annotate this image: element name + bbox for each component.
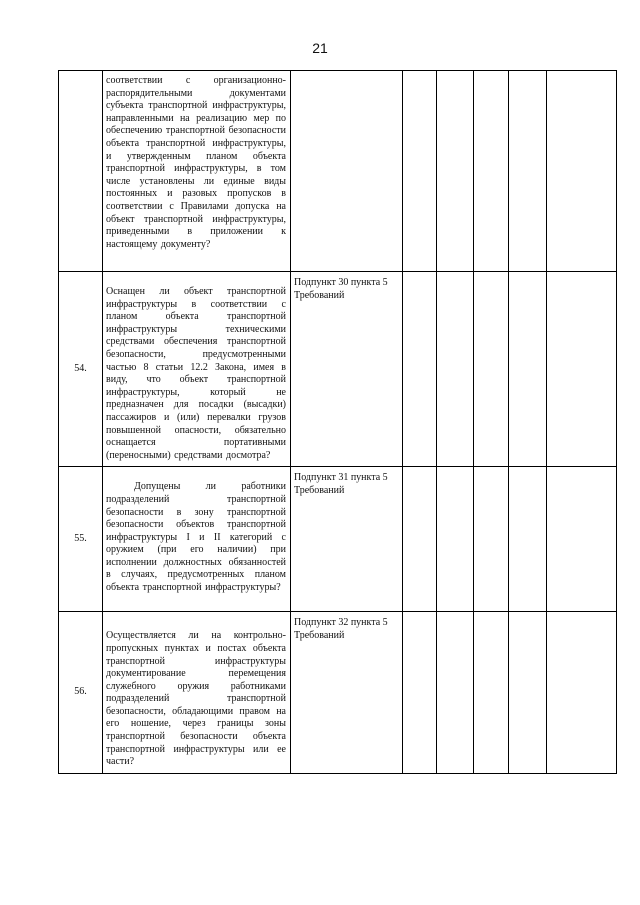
- empty-cell: [509, 71, 547, 272]
- checklist-table: [58, 70, 617, 774]
- empty-cell: [403, 612, 437, 774]
- empty-cell: [509, 467, 547, 612]
- table-row: [59, 612, 617, 774]
- page-number: 21: [312, 40, 328, 56]
- empty-cell: [509, 612, 547, 774]
- empty-cell: [474, 71, 509, 272]
- question-text: соответствии с организационно-распорядительными документами субъекта транспортной инфраструктуры, направленными на реализацию мер по обеспечению транспортной безопасности объекта транспортной инфраструктуры, и утвержденным планом объекта транспортной инфраструктуры, в том числе установлены ли единые виды постоянных и разовых пропусков в соответствии с Правилами допуска на объект транспортной инфраструктуры, приведенными в приложении к настоящему документу?: [106, 75, 286, 250]
- row-number: 55.: [59, 467, 103, 612]
- table-row: [59, 71, 617, 272]
- reference-cell: Подпункт 31 пункта 5 Требований: [291, 467, 403, 612]
- question-cell: [103, 612, 291, 774]
- question-cell: [103, 71, 291, 272]
- empty-cell: [547, 612, 617, 774]
- empty-cell: [547, 71, 617, 272]
- row-number: [59, 71, 103, 272]
- empty-cell: [474, 272, 509, 467]
- row-number: 56.: [59, 612, 103, 774]
- empty-cell: [437, 612, 474, 774]
- reference-cell: Подпункт 32 пункта 5 Требований: [291, 612, 403, 774]
- empty-cell: [547, 272, 617, 467]
- question-text: Осуществляется ли на контрольно-пропускных пунктах и постах объекта транспортной инфраструктуры документирование перемещения служебного оружия работниками подразделений транспортной безопасности, обладающими правом на его ношение, через границы зоны транспортной безопасности объекта транспортной инфраструктуры или ее части?: [106, 630, 286, 768]
- empty-cell: [437, 71, 474, 272]
- empty-cell: [474, 467, 509, 612]
- empty-cell: [547, 467, 617, 612]
- empty-cell: [437, 467, 474, 612]
- question-cell: [103, 467, 291, 612]
- question-text: Оснащен ли объект транспортной инфраструктуры в соответствии с планом объекта транспортной инфраструктуры техническими средствами обеспечения транспортной безопасности, предусмотренными частью 8 статьи 12.2 Закона, имея в виду, что объект транспортной инфраструктуры, который не предназначен для посадки (высадки) пассажиров и (или) перевалки грузов повышенной опасности, обязательно оснащается портативными (переносными) средствами досмотра?: [106, 286, 286, 461]
- question-cell: [103, 272, 291, 467]
- question-text: Допущены ли работники подразделений транспортной безопасности в зону транспортной безопасности объектов транспортной инфраструктуры I и II категорий с оружием (при его наличии) при исполнении должностных обязанностей в случаях, предусмотренных планом объекта транспортной инфраструктуры?: [106, 481, 286, 594]
- empty-cell: [403, 467, 437, 612]
- row-number: 54.: [59, 272, 103, 467]
- reference-cell: [291, 71, 403, 272]
- empty-cell: [403, 71, 437, 272]
- empty-cell: [474, 612, 509, 774]
- table-row: [59, 467, 617, 612]
- empty-cell: [403, 272, 437, 467]
- table-row: [59, 272, 617, 467]
- empty-cell: [509, 272, 547, 467]
- empty-cell: [437, 272, 474, 467]
- reference-cell: Подпункт 30 пункта 5 Требований: [291, 272, 403, 467]
